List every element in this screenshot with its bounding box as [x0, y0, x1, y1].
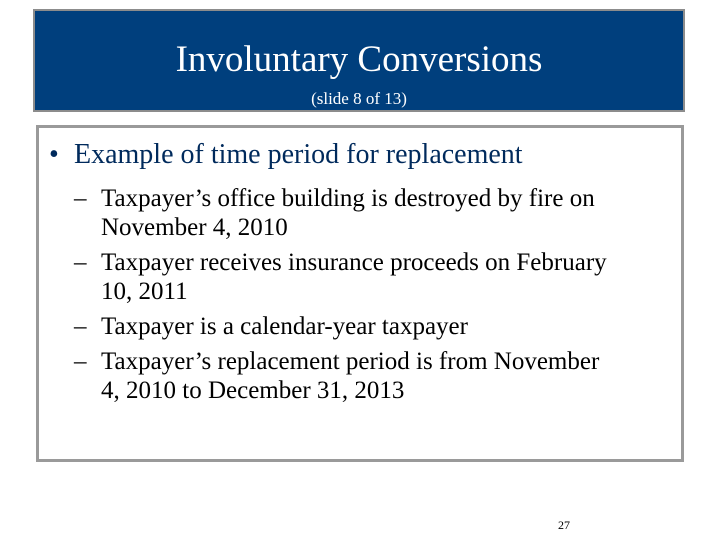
dash-icon: –: [74, 249, 87, 276]
main-bullet-text: Example of time period for replacement: [74, 139, 523, 170]
sub-bullet-item: [39, 184, 681, 242]
sub-bullet-line: Taxpayer is a calendar-year taxpayer: [101, 313, 468, 340]
slide-subtitle: (slide 8 of 13): [311, 89, 407, 108]
dash-icon: –: [74, 185, 87, 212]
slide-title-banner: [33, 9, 685, 112]
sub-bullet-line: Taxpayer receives insurance proceeds on February: [101, 249, 607, 276]
sub-bullet-list: [39, 184, 681, 411]
sub-bullet-line: November 4, 2010: [101, 214, 288, 241]
sub-bullet-item: [39, 248, 681, 306]
sub-bullet-item: [39, 347, 681, 405]
page-number: 27: [558, 518, 570, 532]
sub-bullet-line: Taxpayer’s office building is destroyed by fire on: [101, 185, 595, 212]
sub-bullet-line: 10, 2011: [101, 278, 188, 305]
bullet-icon: •: [49, 139, 59, 170]
dash-icon: –: [74, 348, 87, 375]
sub-bullet-item: [39, 312, 681, 341]
sub-bullet-line: 4, 2010 to December 31, 2013: [101, 377, 405, 404]
dash-icon: –: [74, 313, 87, 340]
slide-title: Involuntary Conversions: [175, 39, 543, 80]
sub-bullet-line: Taxpayer’s replacement period is from November: [101, 348, 600, 375]
slide-content-box: [36, 125, 684, 462]
